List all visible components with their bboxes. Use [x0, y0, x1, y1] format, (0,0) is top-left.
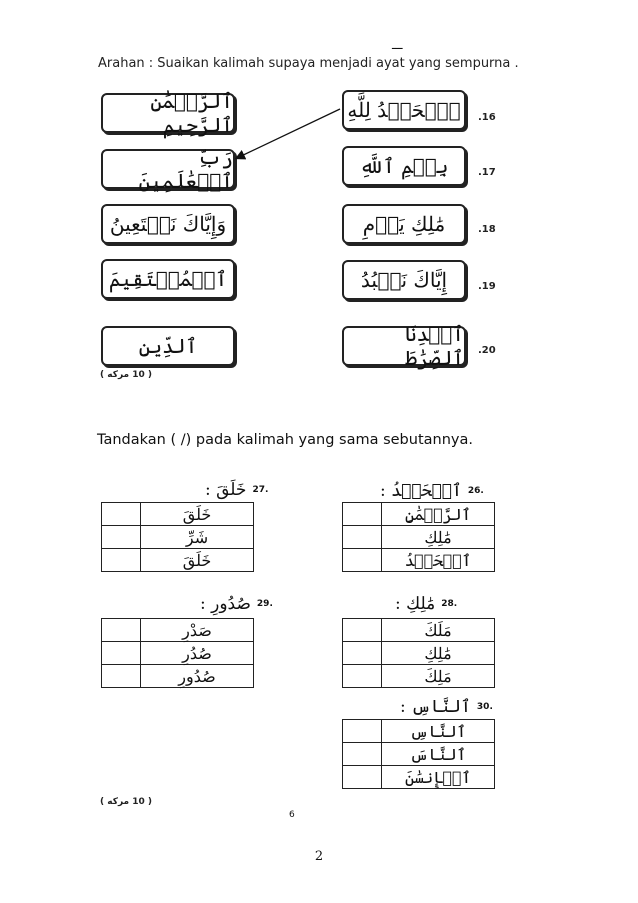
answer-cell[interactable]	[343, 665, 382, 688]
top-mark: ـــ	[392, 38, 403, 52]
page-number: 2	[314, 849, 324, 864]
answer-cell[interactable]	[343, 720, 382, 743]
question-28-heading	[395, 594, 457, 614]
answer-cell[interactable]	[343, 766, 382, 789]
question-26-table	[342, 502, 495, 572]
table-row	[343, 665, 495, 688]
option-word: خَلَقَ	[141, 549, 254, 572]
table-row	[102, 642, 254, 665]
answer-cell[interactable]	[343, 549, 382, 572]
table-row	[102, 665, 254, 688]
question-29-heading	[200, 594, 273, 614]
table-row	[102, 549, 254, 572]
question-27-number: .27	[252, 485, 269, 495]
question-26-word: ٱلۡحَمۡدُ :	[380, 481, 462, 501]
option-word: صُدُرِ	[141, 642, 254, 665]
question-29-word: صُدُورِ :	[200, 594, 251, 614]
answer-cell[interactable]	[102, 549, 141, 572]
option-word: ٱلرَّحۡمَٰنِ	[382, 503, 495, 526]
answer-cell[interactable]	[343, 619, 382, 642]
question-28-table	[342, 618, 495, 688]
right-box-16: ٱلۡحَمۡدُ لِلَّهِ	[342, 90, 466, 130]
answer-cell[interactable]	[343, 642, 382, 665]
table-row	[343, 766, 495, 789]
option-word: ٱلۡحَمۡدُ	[382, 549, 495, 572]
left-box-1: ٱلرَّحۡمَٰنِ ٱلرَّحِيمِ	[101, 93, 235, 133]
table-row	[343, 503, 495, 526]
table-row	[343, 549, 495, 572]
question-30-table	[342, 719, 495, 789]
option-word: ٱلنَّاسَ	[382, 743, 495, 766]
instruction-text: Arahan : Suaikan kalimah supaya menjadi ayat yang sempurna .	[98, 56, 519, 71]
question-30-heading	[400, 696, 493, 717]
question-27-heading	[205, 480, 268, 500]
left-box-3: وَإِيَّاكَ نَسۡتَعِينُ	[101, 204, 235, 244]
option-word: خَلَقَ	[141, 503, 254, 526]
question-number-20: .20	[478, 345, 496, 356]
table-row	[343, 642, 495, 665]
table-row	[343, 720, 495, 743]
question-29-table	[101, 618, 254, 688]
table-row	[102, 526, 254, 549]
question-number-16: .16	[478, 112, 496, 123]
question-26-heading	[380, 480, 484, 501]
question-28-word: مَٰلِكِ :	[395, 594, 436, 614]
answer-cell[interactable]	[343, 743, 382, 766]
table-row	[343, 743, 495, 766]
option-word: مَٰلِكِ	[382, 526, 495, 549]
option-word: صَدْرِ	[141, 619, 254, 642]
question-number-17: .17	[478, 167, 496, 178]
answer-cell[interactable]	[102, 503, 141, 526]
right-box-17: بِسۡمِ ٱللَّهِ	[342, 146, 466, 186]
question-30-number: .30	[476, 701, 493, 712]
right-box-20: ٱهۡدِنَا ٱلصِّرَٰطَ	[342, 326, 466, 366]
right-box-18: مَٰلِكِ يَوۡمِ	[342, 204, 466, 244]
option-word: ٱلنَّاسِ	[382, 720, 495, 743]
answer-cell[interactable]	[343, 503, 382, 526]
option-word: ٱلۡإِنسَٰنَ	[382, 766, 495, 789]
option-word: مَٰلِكِ	[382, 642, 495, 665]
left-box-5: ٱلدِّينِ	[101, 326, 235, 366]
option-word: مَلِكَ	[382, 665, 495, 688]
option-word: صُدُورِ	[141, 665, 254, 688]
question-number-19: .19	[478, 281, 496, 292]
option-word: شَرِّ	[141, 526, 254, 549]
answer-cell[interactable]	[102, 642, 141, 665]
left-box-2: رَبِّ ٱلۡعَٰلَمِينَ	[101, 149, 235, 189]
option-word: مَلَكَ	[382, 619, 495, 642]
question-30-word: ٱلنَّاسِ :	[400, 697, 471, 717]
table-row	[102, 503, 254, 526]
table-row	[102, 619, 254, 642]
question-26-number: .26	[467, 485, 484, 496]
right-box-19: إِيَّاكَ نَعۡبُدُ	[342, 260, 466, 300]
question-29-number: .29	[256, 599, 273, 609]
question-28-number: .28	[441, 599, 458, 609]
answer-cell[interactable]	[343, 526, 382, 549]
marks-label-1: ( 10 مركه )	[100, 370, 153, 380]
question-number-18: .18	[478, 224, 496, 235]
answer-cell[interactable]	[102, 619, 141, 642]
answer-cell[interactable]	[102, 665, 141, 688]
question-27-table	[101, 502, 254, 572]
table-row	[343, 526, 495, 549]
answer-cell[interactable]	[102, 526, 141, 549]
table-row	[343, 619, 495, 642]
footnote-mark: 6	[289, 810, 295, 820]
section2-title: Tandakan ( /) pada kalimah yang sama sebutannya.	[97, 432, 473, 448]
left-box-4: ٱلۡمُسۡتَقِيمَ	[101, 259, 235, 299]
question-27-word: خَلَقَ :	[205, 480, 247, 500]
marks-label-2: ( 10 مركه )	[100, 797, 153, 807]
